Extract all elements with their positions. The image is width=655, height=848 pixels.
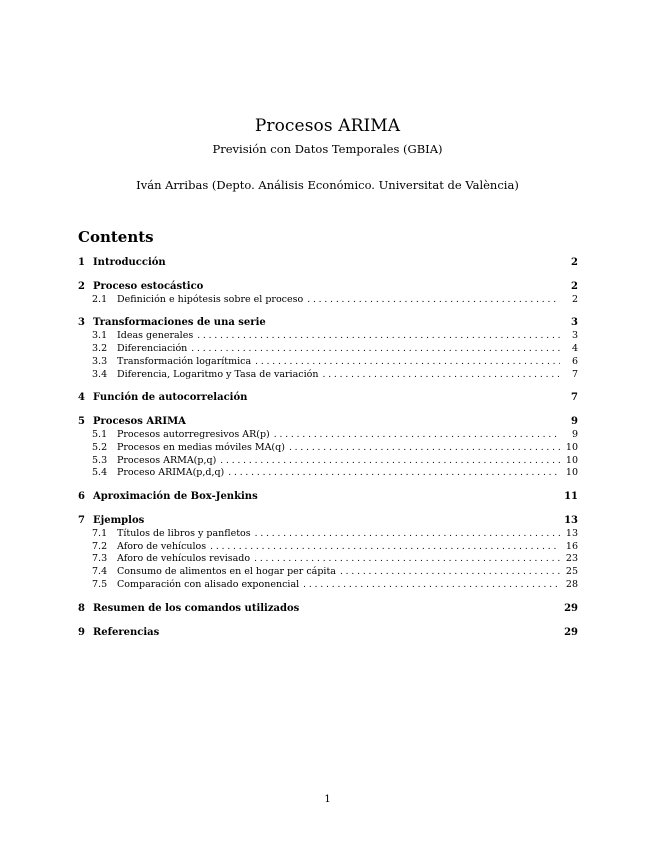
- contents-heading: Contents: [78, 228, 154, 246]
- toc-entry-number: 7: [78, 514, 85, 526]
- toc-subentry-number: 3.1: [92, 330, 108, 342]
- toc-subentry[interactable]: [78, 455, 578, 468]
- toc-subentry[interactable]: [78, 553, 578, 566]
- toc-subentry-number: 3.2: [92, 342, 108, 354]
- toc-entry[interactable]: [78, 281, 578, 294]
- toc-subentry-page: 6: [571, 355, 578, 367]
- toc-subentry[interactable]: [78, 369, 578, 382]
- toc-subentry-title: Consumo de alimentos en el hogar per cápita: [117, 566, 336, 578]
- toc-subentry[interactable]: [78, 429, 578, 442]
- toc-subentry[interactable]: [78, 467, 578, 480]
- toc-subentry-number: 7.4: [92, 566, 108, 578]
- toc-subentry-title: Comparación con alisado exponencial: [117, 578, 300, 590]
- toc-entry-title: Transformaciones de una serie: [93, 317, 266, 329]
- toc-section: [78, 392, 578, 405]
- toc-subentry-number: 5.3: [92, 454, 108, 466]
- toc-dot-leader: [228, 467, 560, 480]
- toc-entry-page: 29: [564, 602, 578, 614]
- toc-subentry-number: 7.5: [92, 578, 108, 590]
- toc-entry-page: 2: [571, 280, 578, 292]
- toc-subentry-page: 9: [571, 428, 578, 440]
- document-author: Iván Arribas (Depto. Análisis Económico. Universitat de València): [136, 178, 519, 192]
- toc-dot-leader: [220, 455, 560, 468]
- toc-subentry-number: 7.1: [92, 527, 108, 539]
- toc-entry[interactable]: [78, 257, 578, 270]
- toc-entry-number: 2: [78, 280, 85, 292]
- toc-subentry-page: 7: [571, 368, 578, 380]
- toc-subentry-page: 10: [565, 441, 578, 453]
- toc-entry-page: 29: [564, 626, 578, 638]
- toc-subentry-page: 13: [565, 527, 578, 539]
- toc-section: [78, 515, 578, 592]
- toc-entry-page: 11: [564, 491, 578, 503]
- toc-dot-leader: [210, 541, 560, 554]
- toc-section: [78, 491, 578, 504]
- document-title: Procesos ARIMA: [254, 116, 401, 136]
- toc-entry-page: 7: [571, 392, 578, 404]
- toc-subentry-title: Definición e hipótesis sobre el proceso: [117, 293, 304, 305]
- toc-subentry-page: 25: [565, 566, 578, 578]
- toc-entry-number: 9: [78, 626, 85, 638]
- toc-subentry-title: Ideas generales: [117, 330, 194, 342]
- toc-subentry-page: 10: [565, 454, 578, 466]
- toc-entry-title: Ejemplos: [93, 514, 145, 526]
- toc-entry-number: 1: [78, 257, 85, 268]
- toc-subentry-page: 4: [571, 342, 578, 354]
- toc-entry-number: 8: [78, 602, 85, 614]
- toc-entry-page: 3: [571, 317, 578, 329]
- toc-dot-leader: [254, 553, 560, 566]
- toc-entry-number: 3: [78, 317, 85, 329]
- toc-section: [78, 317, 578, 381]
- toc-subentry[interactable]: [78, 566, 578, 579]
- toc-subentry-number: 7.2: [92, 540, 108, 552]
- toc-entry-title: Procesos ARIMA: [93, 416, 186, 428]
- toc-subentry[interactable]: [78, 541, 578, 554]
- toc-subentry-title: Procesos en medias móviles MA(q): [117, 441, 285, 453]
- toc-dot-leader: [191, 343, 560, 356]
- toc-subentry-page: 16: [565, 540, 578, 552]
- toc-subentry-page: 23: [565, 553, 578, 565]
- toc-subentry-title: Procesos ARMA(p,q): [117, 454, 217, 466]
- toc-subentry-number: 7.3: [92, 553, 108, 565]
- toc-entry-page: 13: [564, 514, 578, 526]
- toc-dot-leader: [322, 369, 560, 382]
- toc-section: [78, 603, 578, 616]
- toc-subentry[interactable]: [78, 528, 578, 541]
- toc-subentry-page: 28: [565, 578, 578, 590]
- toc-entry-title: Función de autocorrelación: [93, 392, 248, 404]
- toc-dot-leader: [303, 579, 560, 592]
- toc-subentry-title: Aforo de vehículos revisado: [117, 553, 251, 565]
- toc-entry[interactable]: [78, 317, 578, 330]
- toc-entry[interactable]: [78, 515, 578, 528]
- toc-subentry[interactable]: [78, 343, 578, 356]
- toc-subentry-title: Diferenciación: [117, 342, 188, 354]
- toc-subentry-title: Títulos de libros y panfletos: [117, 527, 251, 539]
- toc-subentry[interactable]: [78, 356, 578, 369]
- toc-subentry[interactable]: [78, 330, 578, 343]
- toc-subentry-number: 2.1: [92, 293, 108, 305]
- toc-dot-leader: [340, 566, 560, 579]
- toc-entry[interactable]: [78, 392, 578, 405]
- page-number: 1: [324, 794, 331, 805]
- toc-entry-number: 6: [78, 491, 85, 503]
- toc-entry[interactable]: [78, 491, 578, 504]
- toc-section: [78, 416, 578, 480]
- toc-subentry-page: 2: [571, 293, 578, 305]
- toc-entry[interactable]: [78, 627, 578, 640]
- toc-subentry-number: 5.4: [92, 467, 108, 479]
- toc-entry-title: Referencias: [93, 626, 160, 638]
- toc-entry-page: 2: [571, 257, 578, 268]
- toc-entry[interactable]: [78, 416, 578, 429]
- document-subtitle: Previsión con Datos Temporales (GBIA): [212, 142, 443, 156]
- toc-subentry-title: Procesos autorregresivos AR(p): [117, 428, 270, 440]
- toc-entry-number: 4: [78, 392, 85, 404]
- toc-subentry-title: Diferencia, Logaritmo y Tasa de variación: [117, 368, 319, 380]
- toc-entry-title: Resumen de los comandos utilizados: [93, 602, 300, 614]
- toc-subentry-page: 3: [571, 330, 578, 342]
- toc-entry-title: Proceso estocástico: [93, 280, 204, 292]
- toc-subentry-number: 5.1: [92, 428, 108, 440]
- toc-dot-leader: [274, 429, 560, 442]
- toc-section: [78, 257, 578, 270]
- toc-subentry[interactable]: [78, 294, 578, 307]
- toc-entry-page: 9: [571, 416, 578, 428]
- table-of-contents: [78, 257, 578, 650]
- toc-entry-number: 5: [78, 416, 85, 428]
- toc-subentry-title: Proceso ARIMA(p,d,q): [117, 467, 225, 479]
- toc-subentry[interactable]: [78, 579, 578, 592]
- toc-entry-title: Aproximación de Box-Jenkins: [93, 491, 258, 503]
- toc-dot-leader: [255, 356, 560, 369]
- toc-entry[interactable]: [78, 603, 578, 616]
- toc-subentry-title: Aforo de vehículos: [117, 540, 207, 552]
- toc-subentry-number: 5.2: [92, 441, 108, 453]
- toc-subentry-title: Transformación logarítmica: [117, 355, 252, 367]
- toc-dot-leader: [307, 294, 560, 307]
- toc-subentry-number: 3.4: [92, 368, 108, 380]
- toc-dot-leader: [289, 442, 560, 455]
- toc-section: [78, 627, 578, 640]
- toc-dot-leader: [197, 330, 560, 343]
- toc-section: [78, 281, 578, 307]
- toc-subentry-number: 3.3: [92, 355, 108, 367]
- toc-subentry[interactable]: [78, 442, 578, 455]
- toc-entry-title: Introducción: [93, 257, 166, 268]
- toc-subentry-page: 10: [565, 467, 578, 479]
- toc-dot-leader: [255, 528, 560, 541]
